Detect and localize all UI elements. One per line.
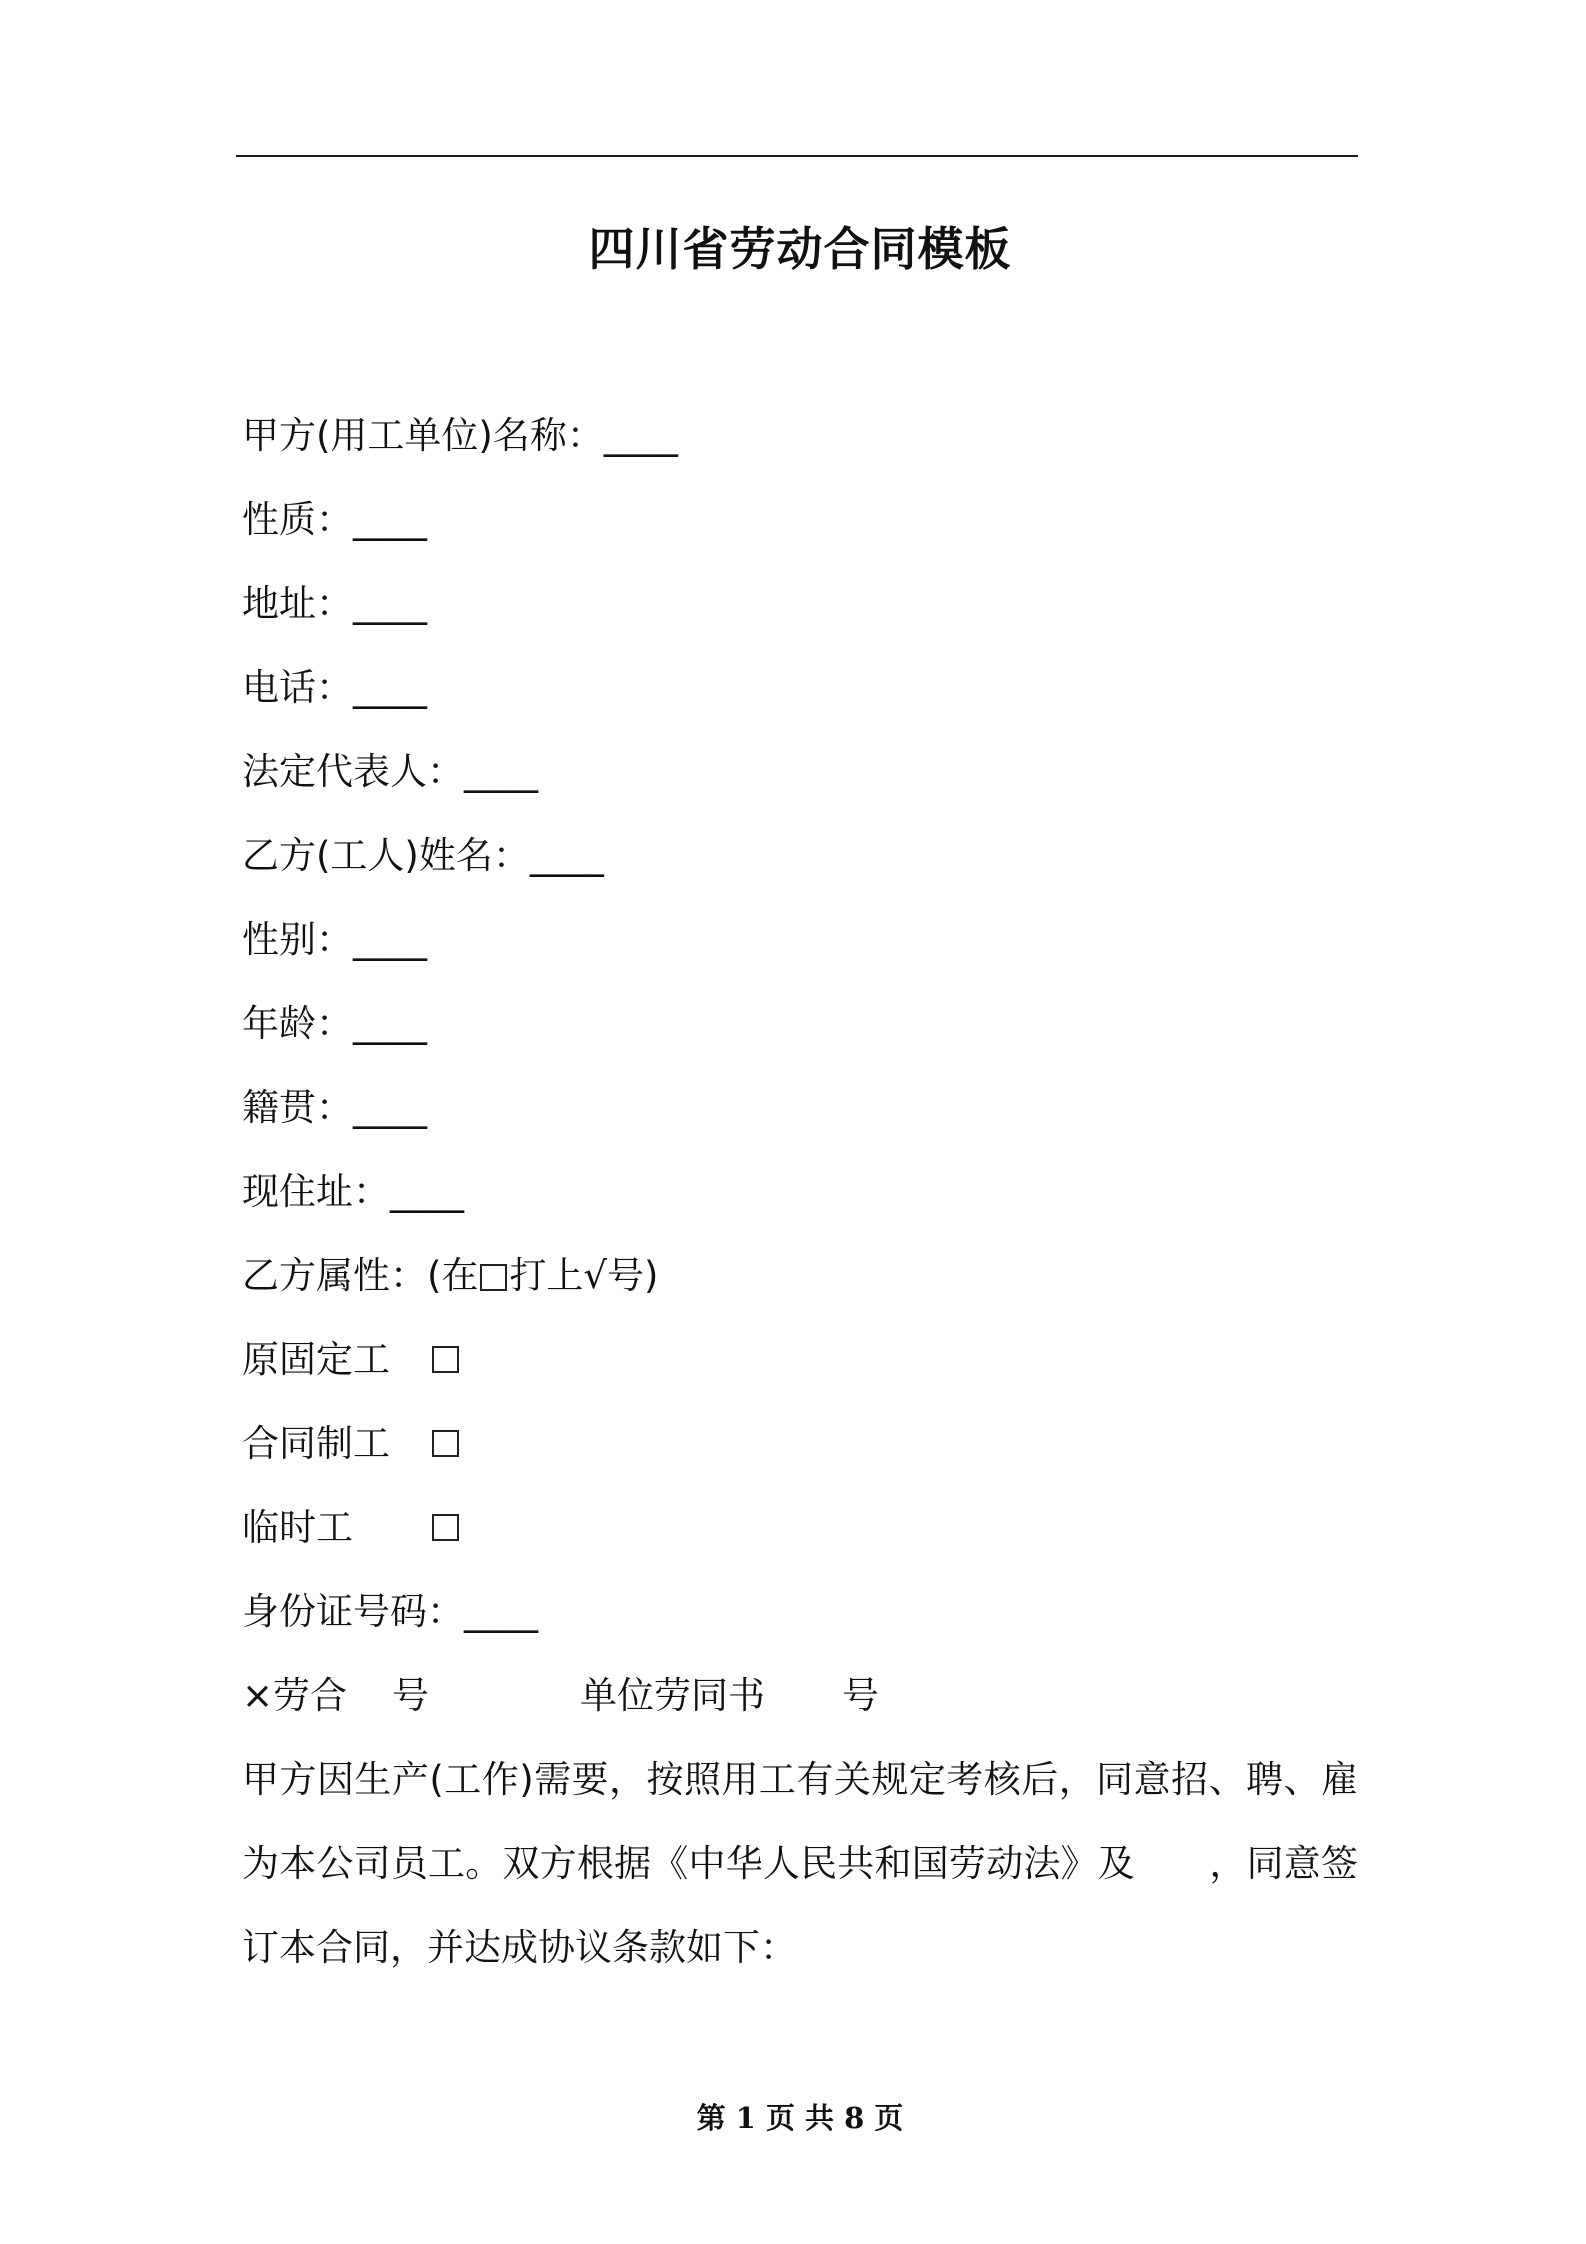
field-label: 乙方(工人)姓名： xyxy=(242,834,530,877)
fill-blank[interactable]: ____ xyxy=(353,1086,427,1129)
field-legal-rep xyxy=(242,747,538,797)
fill-blank[interactable]: ____ xyxy=(390,1170,464,1213)
field-label: 性质： xyxy=(242,498,353,541)
fill-blank[interactable]: ____ xyxy=(353,1002,427,1045)
field-label: 地址： xyxy=(242,582,353,625)
fill-blank[interactable]: ____ xyxy=(353,918,427,961)
option-label-contract: 合同制工 xyxy=(242,1422,390,1465)
field-phone xyxy=(242,663,427,713)
option-checkbox-contract[interactable] xyxy=(432,1430,459,1457)
option-checkbox-fixed[interactable] xyxy=(432,1346,459,1373)
field-label: 性别： xyxy=(242,918,353,961)
paragraph-line-3: 订本合同，并达成协议条款如下： xyxy=(242,1926,797,1969)
field-label: 法定代表人： xyxy=(242,750,464,793)
fill-blank[interactable]: ____ xyxy=(529,834,604,877)
field-current-address xyxy=(242,1167,464,1217)
field-address xyxy=(242,579,427,629)
checkbox-icon xyxy=(480,1264,507,1291)
option-checkbox-temporary[interactable] xyxy=(432,1514,459,1541)
fill-blank[interactable]: ____ xyxy=(464,1590,538,1633)
fill-blank[interactable]: ____ xyxy=(353,582,427,625)
contract-ref-part3: 单位劳同书 xyxy=(580,1674,765,1717)
field-native-place xyxy=(242,1083,427,1133)
field-nature xyxy=(242,495,427,545)
fill-blank[interactable]: ____ xyxy=(464,750,538,793)
field-label: 籍贯： xyxy=(242,1086,353,1129)
page-footer: 第 1 页 共 8 页 xyxy=(696,2101,904,2135)
paragraph-line-1: 甲方因生产(工作)需要，按照用工有关规定考核后，同意招、聘、雇 xyxy=(242,1758,1358,1801)
contract-ref-part2: 号 xyxy=(392,1674,429,1717)
paragraph-line-2: 为本公司员工。双方根据《中华人民共和国劳动法》及 ，同意签 xyxy=(242,1842,1358,1885)
field-employer-name xyxy=(242,411,678,461)
header-rule xyxy=(236,155,1358,157)
field-id-number xyxy=(242,1587,538,1637)
option-label-temporary: 临时工 xyxy=(242,1506,353,1549)
attribute-label-suffix: 打上√号) xyxy=(509,1254,659,1297)
option-label-fixed: 原固定工 xyxy=(242,1338,390,1381)
field-label: 身份证号码： xyxy=(242,1590,464,1633)
fill-blank[interactable]: ____ xyxy=(603,414,678,457)
field-age xyxy=(242,999,427,1049)
field-label: 甲方(用工单位)名称： xyxy=(242,414,604,457)
attribute-label-prefix: 乙方属性：(在 xyxy=(242,1254,479,1297)
field-label: 现住址： xyxy=(242,1170,390,1213)
contract-ref-part1: ×劳合 xyxy=(242,1674,348,1717)
field-label: 年龄： xyxy=(242,1002,353,1045)
fill-blank[interactable]: ____ xyxy=(353,666,427,709)
fill-blank[interactable]: ____ xyxy=(353,498,427,541)
field-employee-name xyxy=(242,831,604,881)
attribute-instruction xyxy=(242,1251,658,1301)
field-gender xyxy=(242,915,427,965)
contract-ref-part4: 号 xyxy=(842,1674,879,1717)
field-label: 电话： xyxy=(242,666,353,709)
document-title: 四川省劳动合同模板 xyxy=(588,222,1012,276)
